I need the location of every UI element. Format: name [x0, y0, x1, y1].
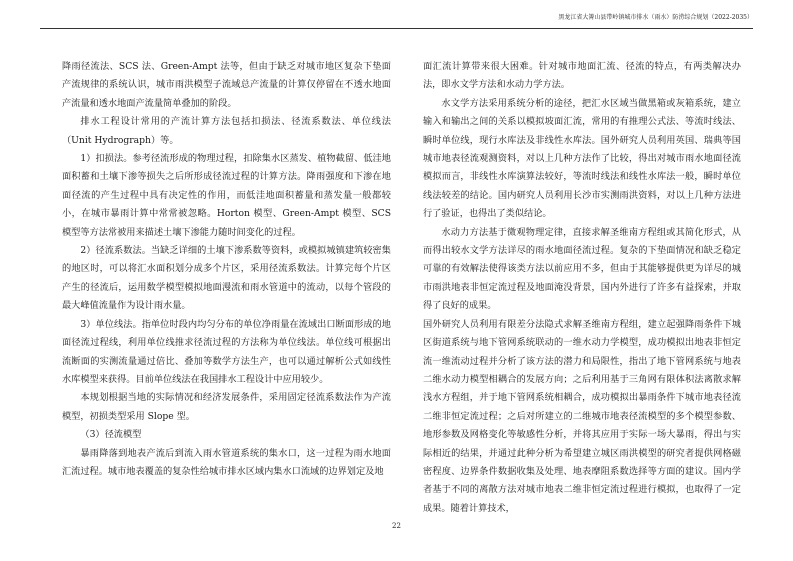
paragraph: 暴雨降落到地表产流后到流入雨水管道系统的集水口，这一过程为雨水地面汇流过程。城市地表覆盖的复杂性给城市排水区域内集水口流域的边界划定及地 [62, 447, 391, 477]
paragraph: 国外研究人员利用有限差分法隐式求解圣维南方程组，建立起强降雨条件下城区街道系统与地下管网系统联动的一维水动力学模型，成功模拟出地表非恒定流一维流动过程并分析了该方法的潜力和局限性，指出了地下管网系统与地表二维水动力模型相耦合的发展方向；之后利用基于三角网有限体积法离散求解浅水方程组，并于地下管网系统相耦合，成功模拟出暴雨条件下城市地表径流二维非恒定流过程；之后对所建立的二维城市地表径流模型的多个模型参数、地形参数及网格变化等敏感性分析，并将其应用于实际一场大暴雨，得出与实际相近的结果，并通过此种分析为希望建立城区雨洪模型的研究者提供网格磁密程度、边界条件数据收集及处理、地表摩阻系数选择等方面的建议。国内学者基于不同的离散方法对城市地表二维非恒定流过程进行模拟，也取得了一定成果。随着计算技术， [423, 318, 741, 514]
page-number: 22 [392, 522, 401, 530]
page-header [40, 10, 753, 29]
paragraph: 2）径流系数法。当缺乏详细的土壤下渗系数等资料，或模拟城镇建筑较密集的地区时，可以将汇水面积划分成多个片区，采用径流系数法。计算完每个片区产生的径流后，运用数学模型模拟地面漫流和雨水管道中的流动，以每个管段的最大峰值流量作为设计雨水量。 [62, 245, 391, 312]
paragraph: 水文学方法采用系统分析的途径，把汇水区域当做黑箱或灰箱系统，建立输入和输出之间的关系以模拟坡面汇流，常用的有推理公式法、等流时线法、瞬时单位线，现行水库法及非线性水库法。国外研究人员利用英国、瑞典等国城市地表径流观测资料，对以上几种方法作了比较，得出对城市雨水地面径流模拟而言，非线性水库演算法较好，等流时线法和线性水库法一般，瞬时单位线法较差的结论。国内研究人员利用长沙市实测雨洪资料，对以上几种方法进行了验证，也得出了类似结论。 [423, 97, 741, 220]
paragraph: （3）径流模型 [80, 429, 142, 441]
paragraph: 降雨径流法、SCS 法、Green-Ampt 法等，但由于缺乏对城市地区复杂下垫面产流规律的系统认识，城市雨洪模型子流域总产流量的计算仅停留在不透水地面产流量和透水地面产流量简单叠加的阶段。 [62, 61, 391, 109]
left-column [62, 58, 391, 520]
paragraph: 面汇流计算带来很大困难。针对城市地面汇流、径流的特点，有两类解决办法，即水文学方法和水动力学方法。 [423, 61, 741, 91]
paragraph: 1）扣损法。参考径流形成的物理过程，扣除集水区蒸发、植物截留、低洼地面积蓄和土壤下渗等损失之后所形成径流过程的计算方法。降雨强度和下渗在地面径流的产生过程中具有决定性的作用，而低洼地面积蓄量和蒸发量一般都较小，在城市暴雨计算中常常被忽略。Horton 模型、Green-Ampt 模型、SCS 模型等方法常被用来描述土壤下渗能力随时间变化的过程。 [62, 153, 391, 238]
header-title: 黑龙江省大箐山县带岭镇城市排水（雨水）防涝综合规划（2022-2035） [558, 14, 753, 21]
right-column [423, 58, 741, 520]
paragraph: 水动力方法基于微观物理定律，直接求解圣维南方程组或其简化形式，从而得出较水文学方法详尽的雨水地面径流过程。复杂的下垫面情况和缺乏稳定可靠的有效解法使得该类方法以前应用不多，但由于其能够提供更为详尽的城市雨洪地表非恒定流过程及地面淹没背景，国内外进行了许多有益探索，并取得了良好的成果。 [423, 226, 741, 312]
paragraph: 本规划根据当地的实际情况和经济发展条件，采用固定径流系数法作为产流模型，初损类型采用 Slope 型。 [62, 392, 391, 422]
paragraph: 3）单位线法。指单位时段内均匀分布的单位净雨量在流域出口断面形成的地面径流过程线，利用单位线推求径流过程的方法称为单位线法。单位线可根据出流断面的实测流量通过倍比、叠加等数学方法生产，也可以通过解析公式如线性水库模型来获得。目前单位线法在我国排水工程设计中应用较少。 [62, 318, 391, 385]
paragraph: 排水工程设计常用的产流计算方法包括扣损法、径流系数法、单位线法（Unit Hydrograph）等。 [62, 116, 391, 146]
